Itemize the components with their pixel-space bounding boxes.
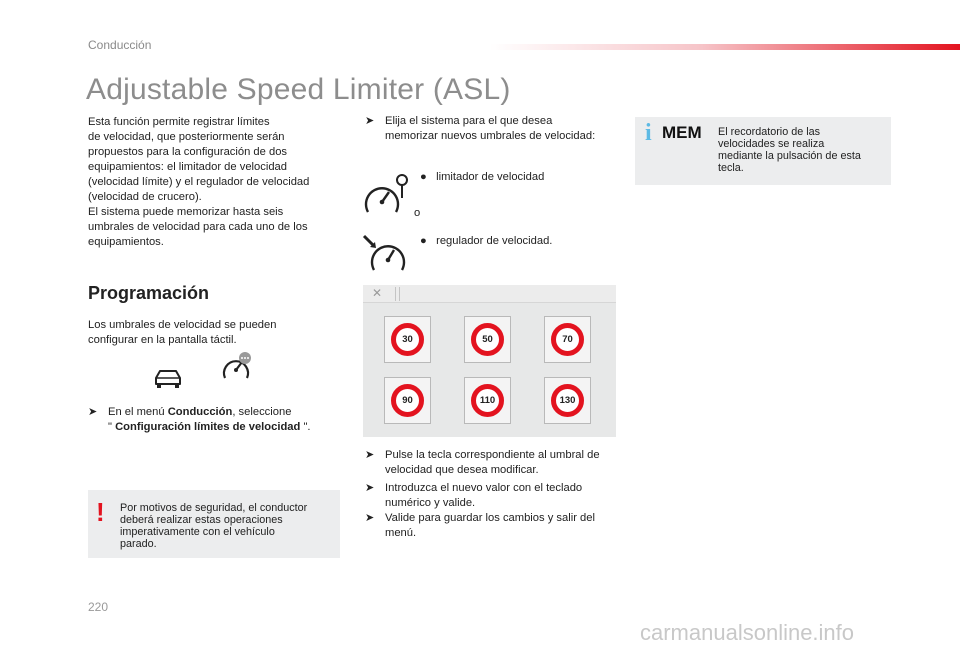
page-number: 220 <box>88 600 109 614</box>
intro-line: umbrales de velocidad para cada uno de los <box>88 221 308 233</box>
warning-line: Por motivos de seguridad, el conductor <box>120 502 308 514</box>
info-line: El recordatorio de las <box>718 126 821 138</box>
car-icon <box>152 367 184 389</box>
intro-line: El sistema puede memorizar hasta seis <box>88 206 284 218</box>
step-line: numérico y valide. <box>385 497 476 509</box>
info-icon: i <box>645 120 652 146</box>
info-line: mediante la pulsación de esta <box>718 150 861 162</box>
intro-line: (velocidad límite) y el regulador de velocidad <box>88 176 310 188</box>
option-cruise <box>420 234 552 249</box>
step-line: Valide para guardar los cambios y salir del <box>385 512 595 524</box>
screen-toolbar <box>363 285 616 303</box>
choose-line: memorizar nuevos umbrales de velocidad: <box>385 130 596 142</box>
speed-sign: 110 <box>471 384 504 417</box>
speed-tile[interactable] <box>384 377 431 424</box>
option-label: limitador de velocidad <box>436 171 545 183</box>
step-line: Pulse la tecla correspondiente al umbral de <box>385 449 600 461</box>
section-label: Conducción <box>88 38 152 52</box>
arrow-bullet-icon: ➤ <box>365 449 375 461</box>
page-title: Adjustable Speed Limiter (ASL) <box>86 73 511 106</box>
or-text: o <box>414 207 421 219</box>
watermark: carmanualsonline.info <box>640 620 855 645</box>
intro-line: equipamientos. <box>88 236 164 248</box>
programming-heading: Programación <box>88 283 210 303</box>
intro-line: equipamientos: el limitador de velocidad <box>88 161 288 173</box>
speed-sign: 130 <box>551 384 584 417</box>
warning-icon: ! <box>96 497 105 527</box>
menu-text: , seleccione <box>232 406 292 418</box>
warning-text <box>120 502 332 550</box>
arrow-bullet-icon: ➤ <box>365 115 375 127</box>
speed-sign: 50 <box>471 323 504 356</box>
intro-line: propuestos para la configuración de dos <box>88 146 288 158</box>
step-line: velocidad que desea modificar. <box>385 464 539 476</box>
option-label: regulador de velocidad. <box>436 235 553 247</box>
arrow-bullet-icon: ➤ <box>365 512 375 524</box>
description-line: configurar en la pantalla táctil. <box>88 334 237 346</box>
choose-instruction <box>365 114 615 144</box>
speed-tile[interactable] <box>464 316 511 363</box>
programming-description <box>88 318 343 348</box>
arrow-bullet-icon: ➤ <box>365 482 375 494</box>
intro-line: Esta función permite registrar límites <box>88 116 270 128</box>
info-text <box>718 126 884 174</box>
menu-name: Conducción <box>167 406 233 418</box>
menu-instruction <box>88 405 348 435</box>
warning-line: deberá realizar estas operaciones <box>120 514 283 526</box>
toolbar-divider <box>395 287 396 301</box>
intro-paragraph <box>88 115 343 250</box>
intro-line: de velocidad, que posteriormente serán <box>88 131 285 143</box>
speed-tile[interactable] <box>544 377 591 424</box>
header-rule <box>490 44 960 50</box>
quote: " <box>108 421 116 433</box>
cruise-control-icon <box>362 234 410 274</box>
menu-text: En el menú <box>108 406 168 418</box>
step-line: Introduzca el nuevo valor con el teclado <box>385 482 583 494</box>
description-line: Los umbrales de velocidad se pueden <box>88 319 277 331</box>
speed-limiter-icon <box>362 172 410 216</box>
bullet-dot: ● <box>420 235 437 247</box>
toolbar-divider <box>399 287 400 301</box>
speed-tile[interactable] <box>544 316 591 363</box>
warning-line: parado. <box>120 538 157 550</box>
info-line: tecla. <box>718 162 744 174</box>
speed-sign: 90 <box>391 384 424 417</box>
step-line: menú. <box>385 527 417 539</box>
speed-sign: 30 <box>391 323 424 356</box>
mem-key-label: MEM <box>662 123 702 142</box>
arrow-bullet-icon: ➤ <box>88 406 98 418</box>
speed-tile[interactable] <box>464 377 511 424</box>
steps-list <box>365 448 620 541</box>
intro-line: (velocidad de crucero). <box>88 191 202 203</box>
choose-line: Elija el sistema para el que desea <box>385 115 553 127</box>
warning-line: imperativamente con el vehículo <box>120 526 275 538</box>
option-limiter <box>420 170 544 185</box>
info-line: velocidades se realiza <box>718 138 825 150</box>
speed-settings-icon <box>220 350 254 384</box>
submenu-name: Configuración límites de velocidad <box>115 421 301 433</box>
close-icon[interactable]: ✕ <box>372 286 383 300</box>
bullet-dot: ● <box>420 171 437 183</box>
speed-sign: 70 <box>551 323 584 356</box>
speed-tile[interactable] <box>384 316 431 363</box>
quote: ". <box>300 421 311 433</box>
